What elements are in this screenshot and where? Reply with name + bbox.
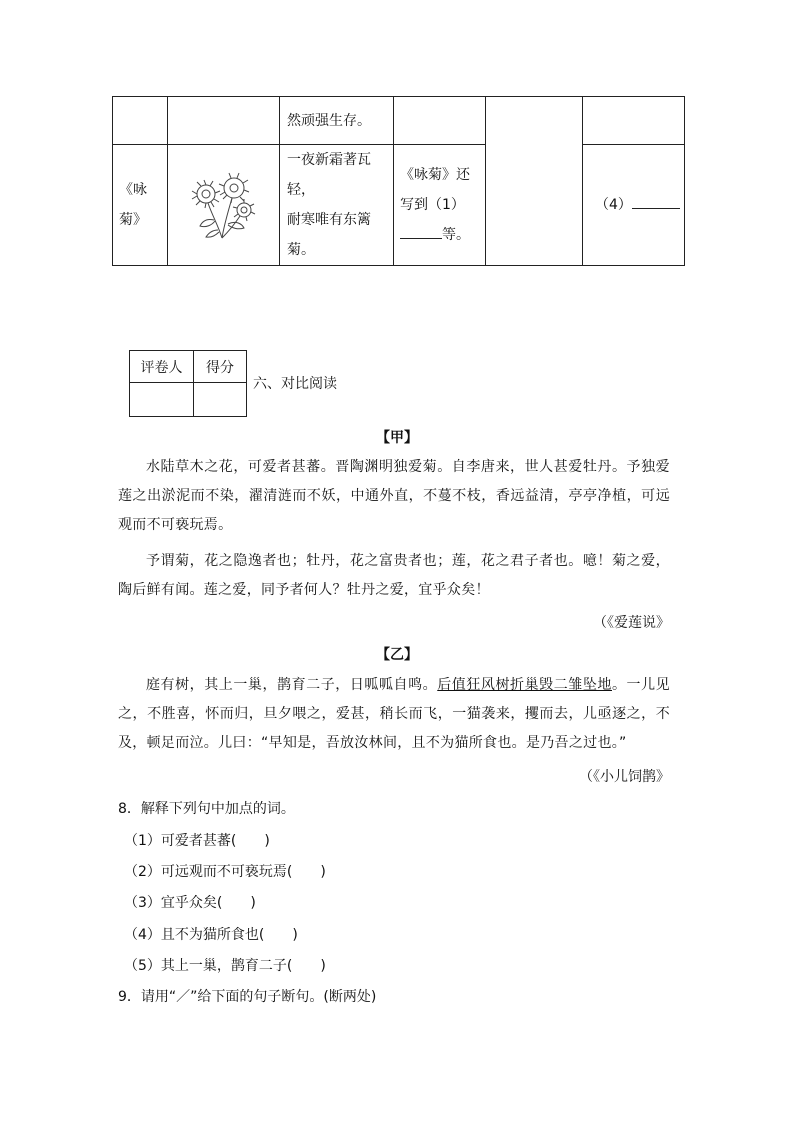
passage-b-paragraph [118, 671, 670, 758]
passage-b-heading: 【乙】 [376, 647, 418, 663]
table-row [113, 145, 685, 266]
chrysanthemum-image [184, 170, 264, 240]
score-box [129, 350, 247, 417]
cell-text: 写到（1） [400, 197, 465, 213]
cell-text: 等。 [442, 227, 470, 243]
passage-a-heading: 【甲】 [376, 430, 418, 446]
passage-a-paragraph-2: 予谓菊，花之隐逸者也；牡丹，花之富贵者也；莲，花之君子者也。噫！菊之爱，陶后鲜有闻。莲之爱，同予者何人？牡丹之爱，宜乎众矣！ [118, 553, 670, 598]
table-cell [280, 97, 394, 145]
question-8-item: （2）可远观而不可亵玩焉( ) [124, 864, 326, 880]
table-cell [583, 97, 685, 145]
grader-input[interactable] [130, 383, 194, 417]
table-cell [113, 97, 168, 145]
question-9-stem: 9．请用“／”给下面的句子断句。(断两处) [118, 989, 377, 1005]
answer-blank-4[interactable] [632, 194, 680, 209]
cell-text: （4） [595, 197, 632, 213]
table-cell [168, 145, 280, 266]
score-box-label-grader: 评卷人 [130, 351, 194, 383]
passage-a-paragraph-1: 水陆草木之花，可爱者甚蕃。晋陶渊明独爱菊。自李唐来，世人甚爱牡丹。予独爱莲之出淤泥而不染，濯清涟而不妖，中通外直，不蔓不枝，香远益清，亭亭净植，可远观而不可亵玩焉。 [118, 459, 670, 533]
underlined-sentence: 后值狂风树折巢毁二雏坠地 [437, 677, 612, 693]
table-cell [113, 145, 168, 266]
question-8-item: （5）其上一巢，鹊育二子( ) [124, 958, 326, 974]
cell-text: 然顽强生存。 [287, 112, 371, 129]
question-8-item: （1）可爱者甚蕃( ) [124, 833, 270, 849]
answer-blank-1[interactable] [400, 224, 442, 239]
passage-b-source: （《小儿饲鹊》 [579, 769, 670, 785]
question-8-item: （3）宜乎众矣( ) [124, 895, 256, 911]
table-cell [168, 97, 280, 145]
passage-b-text: 庭有树，其上一巢，鹊育二子，日呱呱自鸣。 [146, 677, 438, 693]
passage-b-text: 。一儿见之，不胜喜，怀而归，旦夕喂之，爱甚，稍长而飞，一猫袭来，攫而去，儿亟逐之，不及，顿足而泣。儿曰：“早知是，吾放汝林间，且不为猫所食也。是乃吾之过也。” [118, 677, 670, 751]
cell-text: 《咏菊》还 [400, 167, 470, 183]
section-title: 六、对比阅读 [253, 376, 337, 392]
passage-a-source: （《爱莲说》 [593, 615, 670, 631]
score-input[interactable] [194, 383, 247, 417]
poem-line-2: 耐寒唯有东篱菊。 [287, 212, 371, 258]
poem-comparison-table [112, 96, 685, 266]
table-cell-merged [486, 97, 583, 266]
table-row [113, 97, 685, 145]
table-cell [394, 97, 486, 145]
poem-title: 《咏菊》 [119, 182, 147, 228]
table-cell [394, 145, 486, 266]
poem-line-1: 一夜新霜著瓦轻， [287, 152, 371, 198]
table-cell [583, 145, 685, 266]
score-box-label-score: 得分 [194, 351, 247, 383]
question-8-stem: 8．解释下列句中加点的词。 [118, 801, 295, 817]
question-8-item: （4）且不为猫所食也( ) [124, 927, 298, 943]
table-cell [280, 145, 394, 266]
